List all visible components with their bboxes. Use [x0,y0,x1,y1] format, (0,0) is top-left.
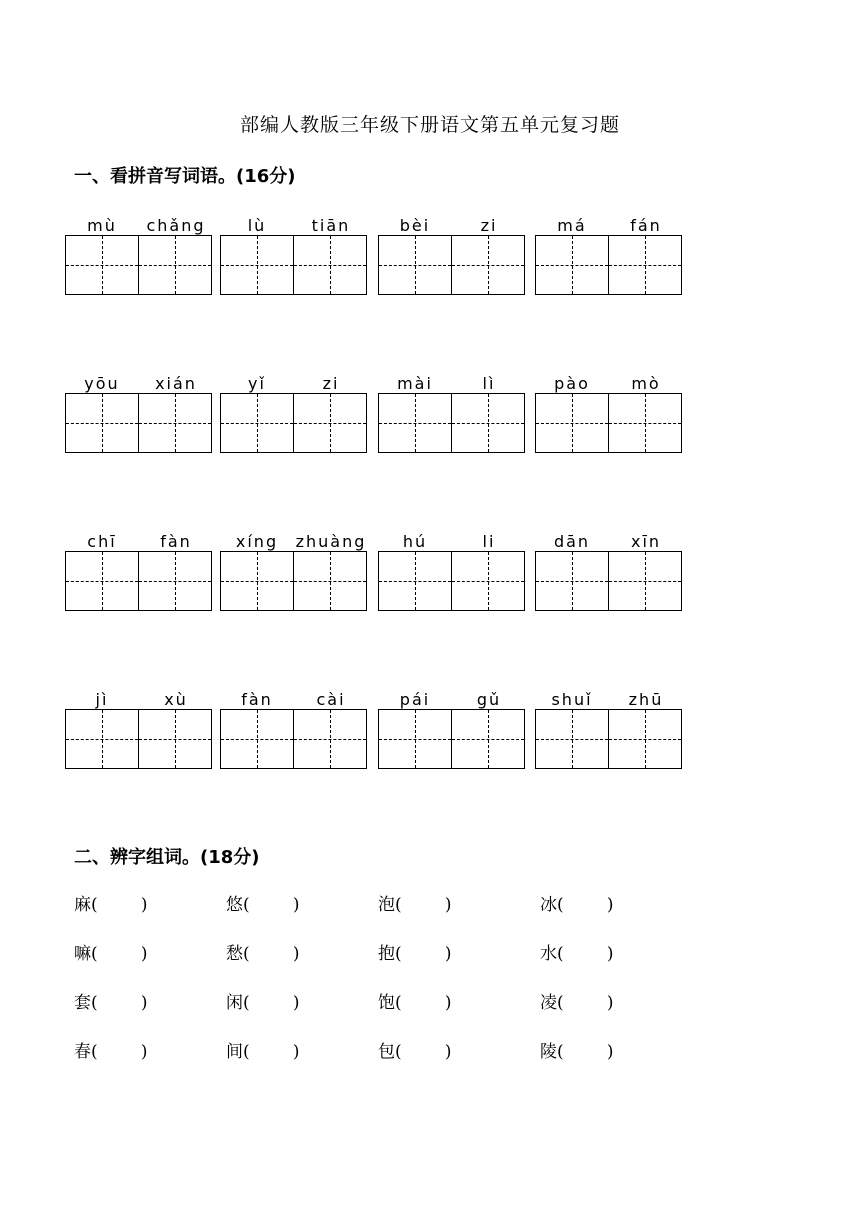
word-box-group [220,690,368,770]
word-formation-item[interactable]: 凌( ) [540,993,614,1013]
word-formation-item[interactable]: 套( ) [74,993,148,1013]
writing-box[interactable] [293,709,367,769]
horizontal-guide-line [66,265,138,266]
pinyin-label: xíng [235,532,279,551]
word-box-group [65,216,213,296]
horizontal-guide-line [66,423,138,424]
word-formation-item[interactable]: 水( ) [540,944,614,964]
pinyin-label: tiān [311,216,351,235]
word-box-group [65,374,213,454]
writing-box[interactable] [378,709,452,769]
horizontal-guide-line [609,423,681,424]
word-formation-item[interactable]: 春( ) [74,1042,148,1062]
writing-box[interactable] [138,709,212,769]
pinyin-label: lì [482,374,496,393]
word-formation-item[interactable]: 冰( ) [540,895,614,915]
pinyin-label: lù [247,216,267,235]
horizontal-guide-line [536,265,608,266]
pinyin-label: zhuàng [295,532,367,551]
horizontal-guide-line [379,423,451,424]
section1-heading: 一、看拼音写词语。(16分) [74,166,296,187]
writing-box[interactable] [65,235,139,295]
writing-box[interactable] [378,235,452,295]
writing-box[interactable] [608,393,682,453]
word-box-group [535,374,683,454]
word-formation-item[interactable]: 陵( ) [540,1042,614,1062]
writing-box[interactable] [138,235,212,295]
pinyin-label: bèi [399,216,431,235]
writing-box[interactable] [220,551,294,611]
word-formation-item[interactable]: 麻( ) [74,895,148,915]
horizontal-guide-line [536,423,608,424]
writing-box[interactable] [220,709,294,769]
pinyin-label: pào [554,374,590,393]
word-formation-item[interactable]: 泡( ) [378,895,452,915]
horizontal-guide-line [139,265,211,266]
writing-box[interactable] [65,551,139,611]
pinyin-label: mài [397,374,433,393]
pinyin-label: jì [95,690,109,709]
pinyin-label: chǎng [146,216,206,235]
writing-box[interactable] [608,709,682,769]
word-box-group [220,374,368,454]
page-title: 部编人教版三年级下册语文第五单元复习题 [239,114,620,136]
writing-box[interactable] [378,393,452,453]
horizontal-guide-line [221,423,293,424]
pinyin-label: xián [155,374,197,393]
horizontal-guide-line [139,581,211,582]
word-box-group [535,532,683,612]
writing-box[interactable] [378,551,452,611]
word-box-group [65,532,213,612]
writing-box[interactable] [451,235,525,295]
writing-box[interactable] [608,551,682,611]
word-box-group [378,532,526,612]
horizontal-guide-line [66,581,138,582]
word-formation-item[interactable]: 抱( ) [378,944,452,964]
word-formation-item[interactable]: 愁( ) [226,944,300,964]
pinyin-label: zi [480,216,498,235]
writing-box[interactable] [535,393,609,453]
word-box-group [535,690,683,770]
pinyin-label: fàn [241,690,273,709]
pinyin-label: yōu [84,374,120,393]
writing-box[interactable] [451,551,525,611]
writing-box[interactable] [293,393,367,453]
horizontal-guide-line [294,581,366,582]
horizontal-guide-line [294,423,366,424]
horizontal-guide-line [139,423,211,424]
pinyin-label: cài [316,690,346,709]
pinyin-label: dān [553,532,591,551]
word-box-group [378,690,526,770]
word-box-group [220,216,368,296]
horizontal-guide-line [609,265,681,266]
horizontal-guide-line [536,581,608,582]
word-formation-item[interactable]: 饱( ) [378,993,452,1013]
word-formation-item[interactable]: 悠( ) [226,895,300,915]
pinyin-label: zi [322,374,340,393]
horizontal-guide-line [379,739,451,740]
pinyin-label: mò [631,374,661,393]
pinyin-label: xīn [630,532,662,551]
horizontal-guide-line [452,739,524,740]
pinyin-label: má [557,216,587,235]
word-formation-item[interactable]: 嘛( ) [74,944,148,964]
word-formation-item[interactable]: 闲( ) [226,993,300,1013]
horizontal-guide-line [139,739,211,740]
writing-box[interactable] [220,235,294,295]
pinyin-label: shuǐ [551,690,593,709]
writing-box[interactable] [293,551,367,611]
word-box-group [65,690,213,770]
horizontal-guide-line [452,423,524,424]
word-box-group [378,216,526,296]
horizontal-guide-line [452,581,524,582]
word-box-group [378,374,526,454]
writing-box[interactable] [293,235,367,295]
writing-box[interactable] [535,709,609,769]
writing-box[interactable] [138,551,212,611]
writing-box[interactable] [535,551,609,611]
pinyin-label: zhū [628,690,664,709]
writing-box[interactable] [535,235,609,295]
pinyin-label: fán [630,216,662,235]
writing-box[interactable] [451,709,525,769]
section2-heading: 二、辨字组词。(18分) [74,847,260,868]
horizontal-guide-line [66,739,138,740]
writing-box[interactable] [138,393,212,453]
pinyin-label: mù [87,216,117,235]
writing-box[interactable] [220,393,294,453]
writing-box[interactable] [608,235,682,295]
horizontal-guide-line [452,265,524,266]
horizontal-guide-line [379,265,451,266]
horizontal-guide-line [294,265,366,266]
writing-box[interactable] [65,393,139,453]
pinyin-label: fàn [160,532,192,551]
word-formation-item[interactable]: 间( ) [226,1042,300,1062]
pinyin-label: gǔ [476,690,502,709]
horizontal-guide-line [221,739,293,740]
writing-box[interactable] [451,393,525,453]
horizontal-guide-line [221,581,293,582]
pinyin-label: hú [402,532,428,551]
horizontal-guide-line [609,581,681,582]
pinyin-label: chī [87,532,117,551]
pinyin-label: yǐ [248,374,266,393]
writing-box[interactable] [65,709,139,769]
word-box-group [220,532,368,612]
horizontal-guide-line [294,739,366,740]
horizontal-guide-line [536,739,608,740]
pinyin-label: pái [399,690,431,709]
horizontal-guide-line [609,739,681,740]
pinyin-label: xù [164,690,188,709]
word-box-group [535,216,683,296]
horizontal-guide-line [221,265,293,266]
pinyin-label: li [482,532,496,551]
word-formation-item[interactable]: 包( ) [378,1042,452,1062]
horizontal-guide-line [379,581,451,582]
